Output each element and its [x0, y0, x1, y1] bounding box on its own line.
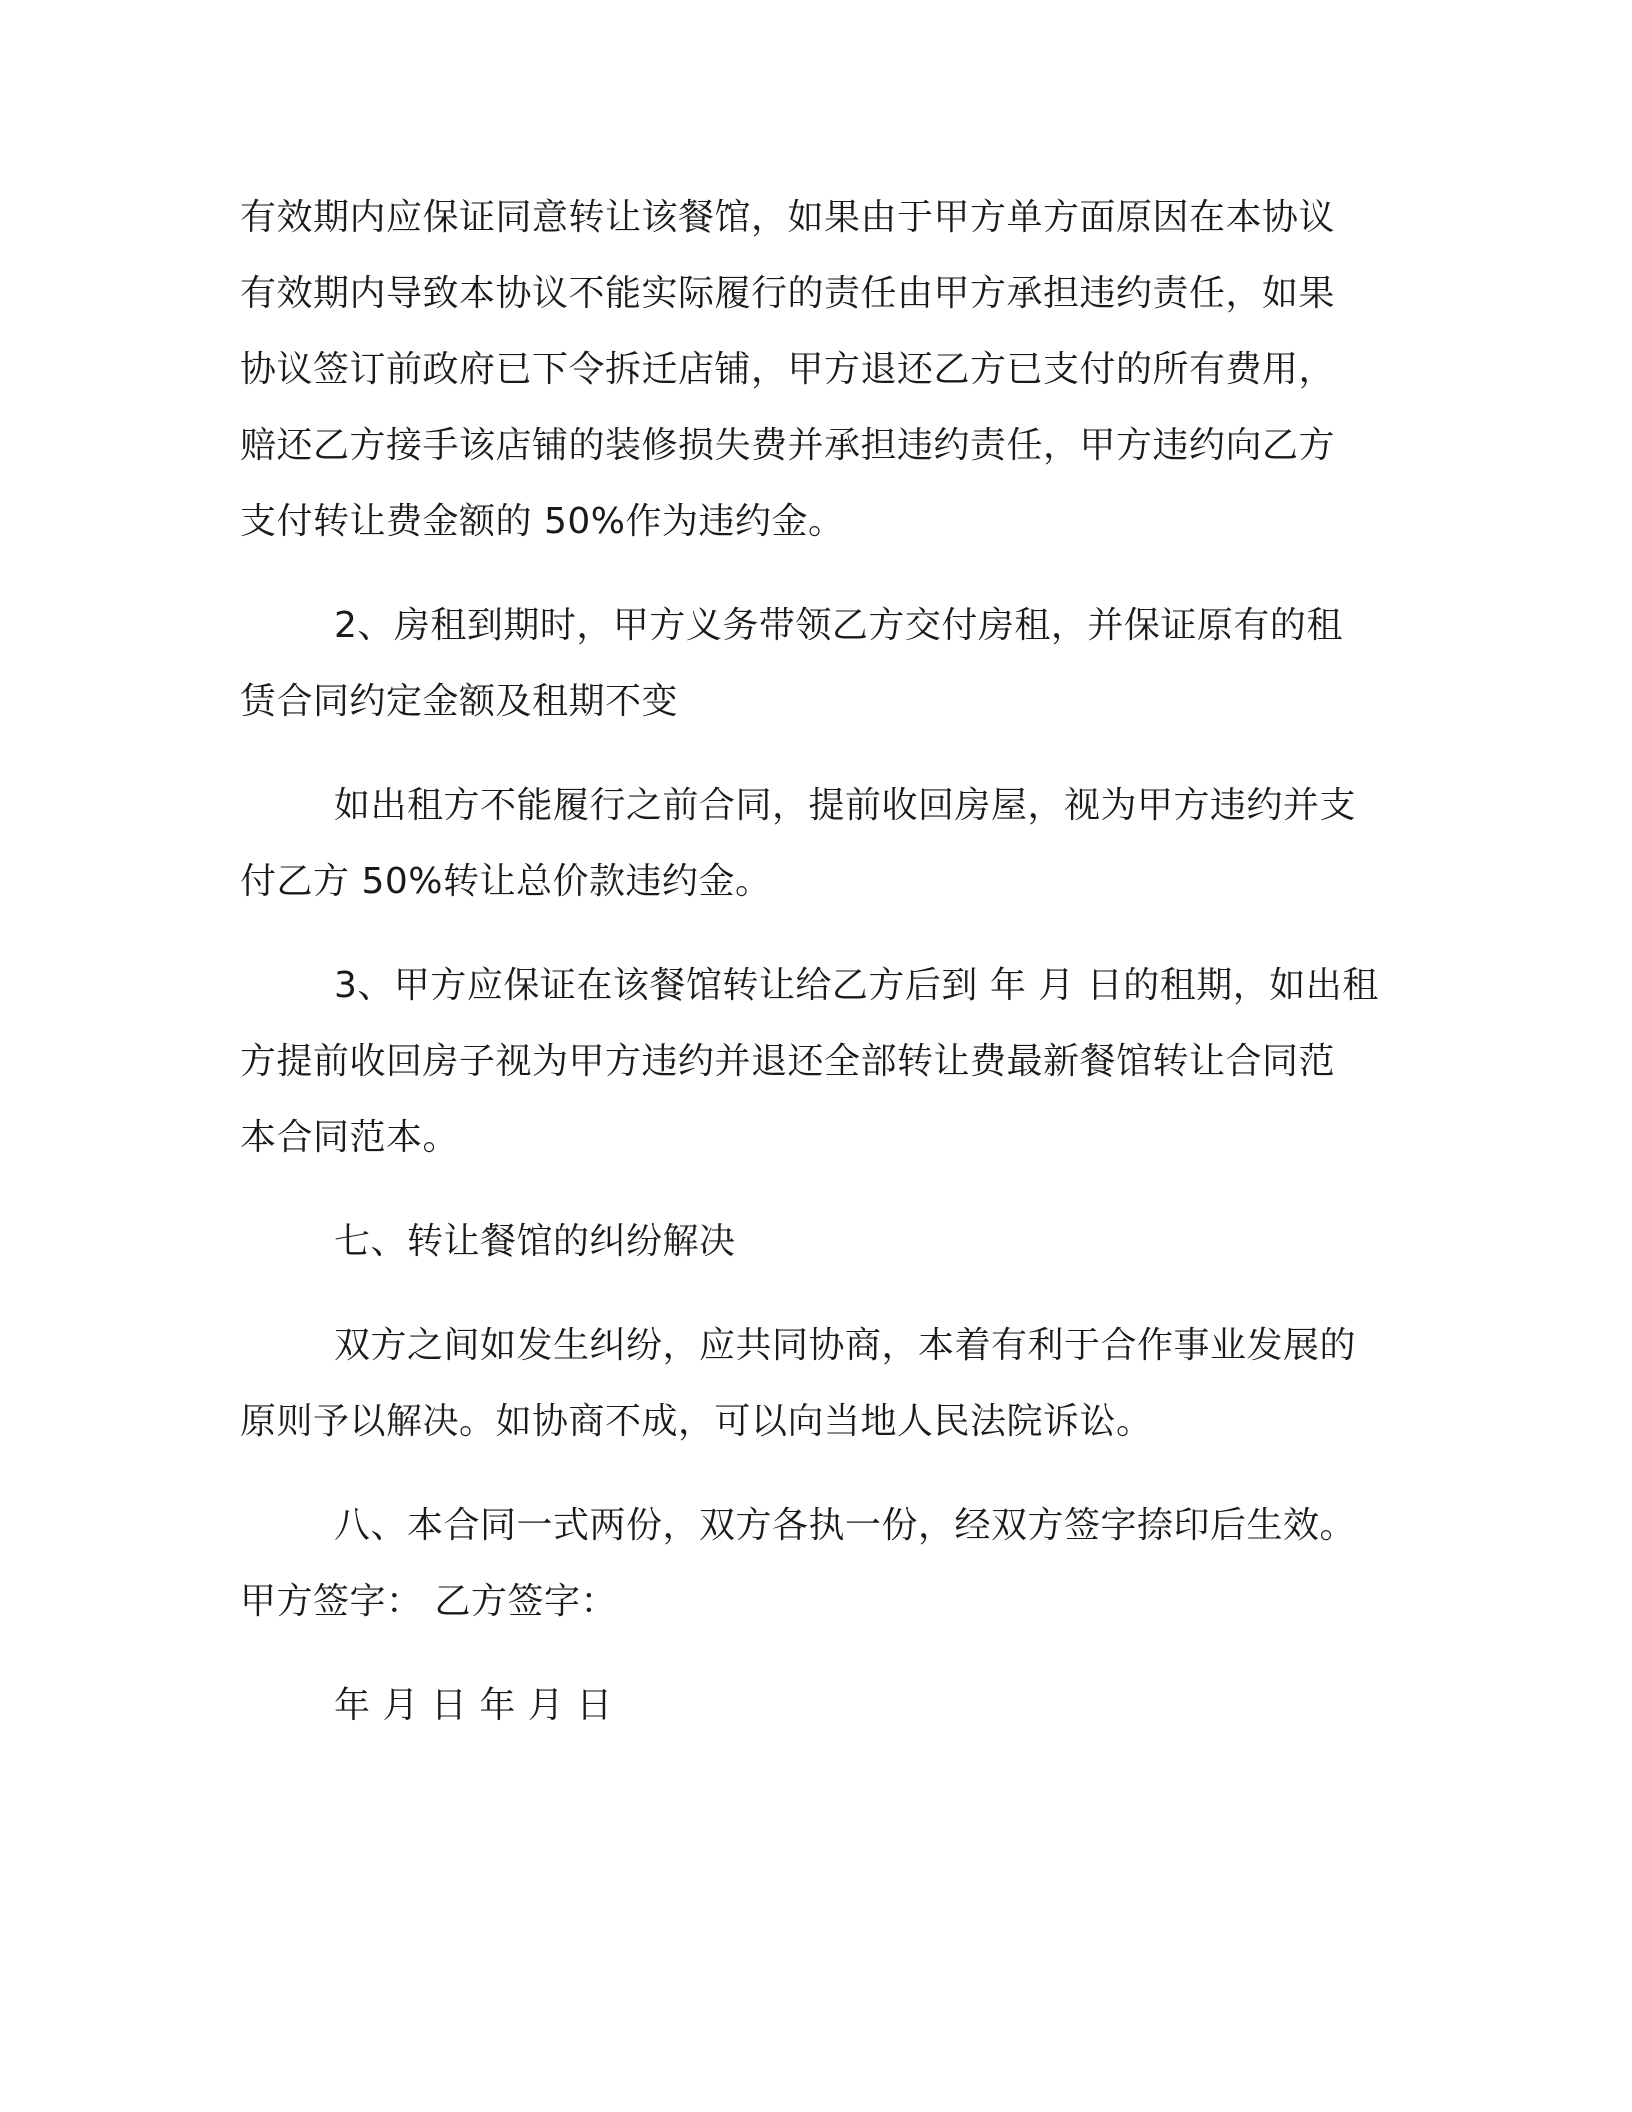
text-line: 如出租方不能履行之前合同，提前收回房屋，视为甲方违约并支: [334, 785, 1357, 826]
text-line: 协议签订前政府已下令拆迁店铺，甲方退还乙方已支付的所有费用，: [240, 349, 1336, 390]
text-line: 赔还乙方接手该店铺的装修损失费并承担违约责任，甲方违约向乙方: [240, 425, 1336, 466]
section-heading: 八、本合同一式两份，双方各执一份，经双方签字捺印后生效。: [334, 1505, 1357, 1546]
section-heading: 七、转让餐馆的纠纷解决: [334, 1221, 736, 1262]
text-line: 有效期内应保证同意转让该餐馆，如果由于甲方单方面原因在本协议: [240, 197, 1336, 238]
signature-dates: 年 月 日 年 月 日: [334, 1685, 613, 1726]
text-line: 本合同范本。: [240, 1117, 460, 1158]
text-line: 支付转让费金额的 50%作为违约金。: [240, 501, 845, 542]
text-line: 赁合同约定金额及租期不变: [240, 681, 679, 722]
text-line: 原则予以解决。如协商不成，可以向当地人民法院诉讼。: [240, 1401, 1153, 1442]
text-line: 方提前收回房子视为甲方违约并退还全部转让费最新餐馆转让合同范: [240, 1041, 1336, 1082]
clause-3-line: 3、甲方应保证在该餐馆转让给乙方后到 年 月 日的租期，如出租: [334, 965, 1379, 1006]
text-line: 双方之间如发生纠纷，应共同协商，本着有利于合作事业发展的: [334, 1325, 1357, 1366]
text-line: 付乙方 50%转让总价款违约金。: [240, 861, 772, 902]
signature-labels: 甲方签字： 乙方签字：: [240, 1581, 617, 1622]
clause-2-line: 2、房租到期时，甲方义务带领乙方交付房租，并保证原有的租: [334, 605, 1343, 646]
text-line: 有效期内导致本协议不能实际履行的责任由甲方承担违约责任，如果: [240, 273, 1336, 314]
